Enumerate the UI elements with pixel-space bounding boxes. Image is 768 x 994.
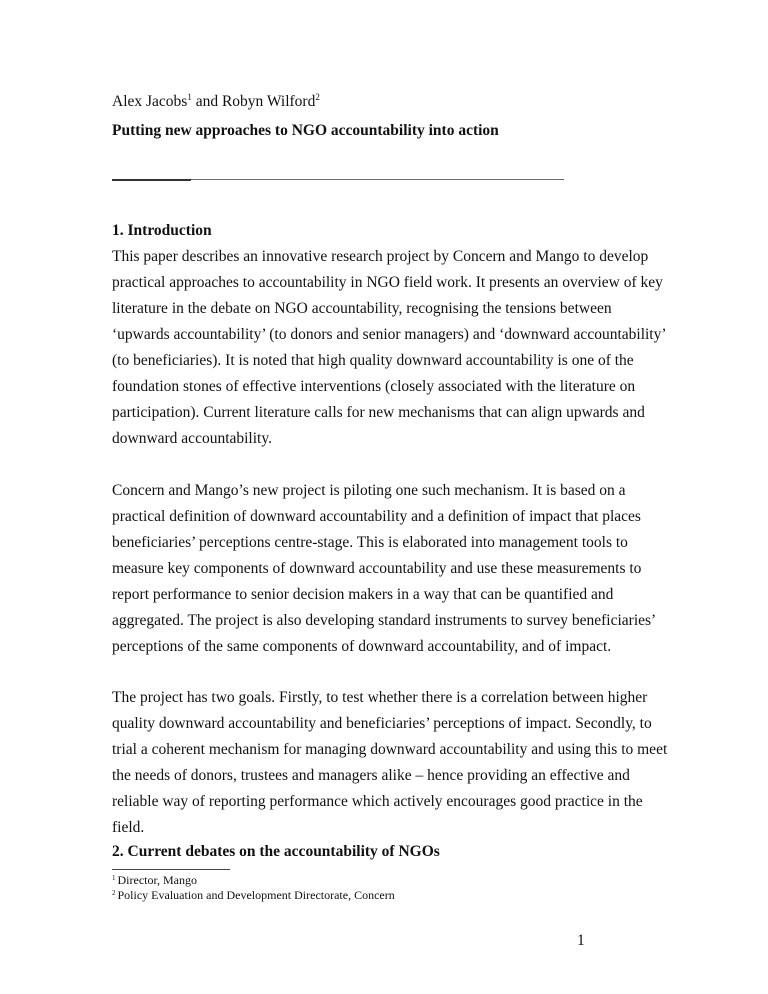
paragraph-line: perceptions of the same components of downward accountability, and of impact. — [112, 638, 612, 655]
paragraph-line: the needs of donors, trustees and managers alike – hence providing an effective and — [112, 767, 630, 784]
footnote-text: Director, Mango — [117, 873, 197, 887]
paragraph-line: participation). Current literature calls for new mechanisms that can align upwards and — [112, 404, 645, 421]
footnote-2 — [112, 888, 395, 903]
paragraph-2 — [112, 478, 657, 660]
author-1: Alex Jacobs — [112, 93, 188, 110]
paragraph-line: quality downward accountability and beneficiaries’ perceptions of impact. Secondly, to — [112, 715, 652, 732]
title-divider-accent — [112, 179, 191, 181]
footnote-mark: 2 — [112, 889, 116, 897]
paragraph-line: measure key components of downward accountability and use these measurements to — [112, 560, 642, 577]
author-connector: and — [191, 93, 222, 110]
section-heading-introduction: 1. Introduction — [112, 222, 212, 239]
page-number: 1 — [577, 932, 585, 949]
footnote-text: Policy Evaluation and Development Directorate, Concern — [117, 888, 395, 902]
paragraph-line: practical approaches to accountability in NGO field work. It presents an overview of key — [112, 274, 663, 291]
footnote-ref-1[interactable]: 1 — [187, 92, 192, 102]
paragraph-line: report performance to senior decision makers in a way that can be quantified and — [112, 586, 614, 603]
paragraph-line: The project has two goals. Firstly, to test whether there is a correlation between higher — [112, 689, 648, 706]
paragraph-line: field. — [112, 819, 145, 836]
paragraph-1 — [112, 244, 667, 452]
paragraph-line: practical definition of downward accountability and a definition of impact that places — [112, 508, 641, 525]
footnote-ref-2[interactable]: 2 — [315, 92, 320, 102]
document-title: Putting new approaches to NGO accountability into action — [112, 122, 499, 139]
paragraph-line: literature in the debate on NGO accountability, recognising the tensions between — [112, 300, 612, 317]
paragraph-line: beneficiaries’ perceptions centre-stage. This is elaborated into management tools to — [112, 534, 628, 551]
paragraph-line: (to beneficiaries). It is noted that high quality downward accountability is one of the — [112, 352, 634, 369]
paragraph-line: trial a coherent mechanism for managing downward accountability and using this to meet — [112, 741, 668, 758]
section-heading-current-debates: 2. Current debates on the accountability of NGOs — [112, 843, 440, 860]
paragraph-line: foundation stones of effective interventions (closely associated with the literature on — [112, 378, 636, 395]
paragraph-line: downward accountability. — [112, 430, 272, 447]
footnote-1 — [112, 873, 197, 888]
author-line — [112, 93, 320, 111]
paragraph-line: reliable way of reporting performance which actively encourages good practice in the — [112, 793, 643, 810]
paragraph-line: ‘upwards accountability’ (to donors and senior managers) and ‘downward accountability’ — [112, 326, 667, 343]
author-2: Robyn Wilford — [221, 93, 316, 110]
paragraph-line: aggregated. The project is also developing standard instruments to survey beneficiaries’ — [112, 612, 657, 629]
paragraph-3 — [112, 685, 668, 841]
paragraph-line: This paper describes an innovative research project by Concern and Mango to develop — [112, 248, 649, 265]
footnote-divider — [112, 869, 230, 870]
footnote-mark: 1 — [112, 874, 116, 882]
paragraph-line: Concern and Mango’s new project is piloting one such mechanism. It is based on a — [112, 482, 626, 499]
